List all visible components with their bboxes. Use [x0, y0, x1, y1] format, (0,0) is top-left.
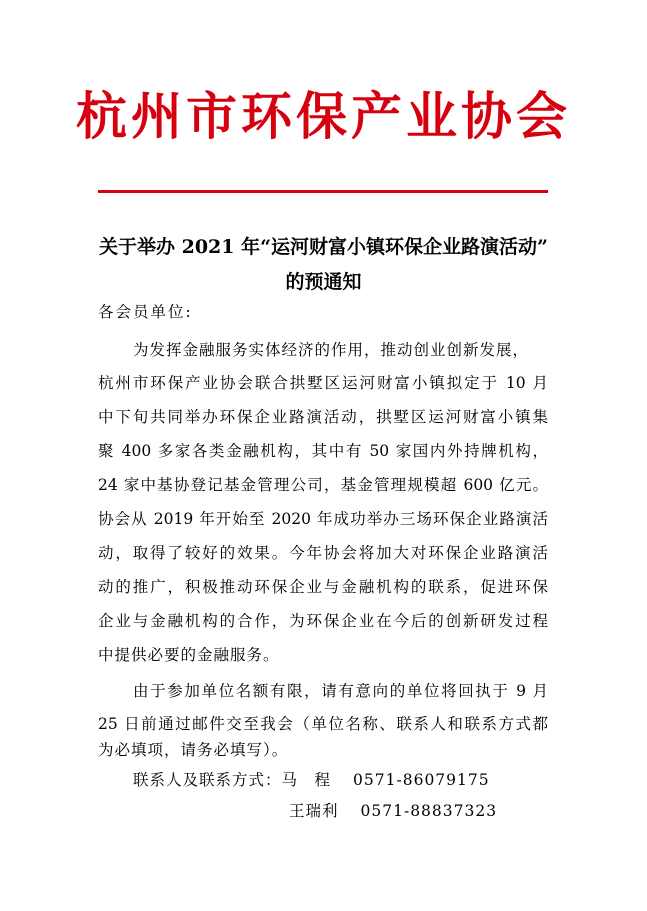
paragraph-1-line: 企业与金融机构的合作，为环保企业在今后的创新研发过程	[98, 612, 548, 630]
organization-letterhead: 杭州市环保产业协会	[75, 87, 571, 147]
contact-row	[289, 800, 497, 822]
paragraph-1-line: 动，取得了较好的效果。今年协会将加大对环保企业路演活	[98, 544, 548, 562]
contact-row	[133, 769, 490, 791]
contact-label: 联系人及联系方式：	[133, 771, 282, 789]
notice-title-line-2: 的预通知	[285, 271, 362, 293]
paragraph-1-line: 中提供必要的金融服务。	[98, 646, 280, 664]
paragraph-2-line: 由于参加单位名额有限，请有意向的单位将回执于 9 月	[133, 682, 548, 700]
paragraph-1-line: 24 家中基协登记基金管理公司，基金管理规模超 600 亿元。	[98, 476, 548, 494]
salutation: 各会员单位:	[98, 303, 193, 321]
paragraph-1-line: 为发挥金融服务实体经济的作用，推动创业创新发展，	[133, 341, 530, 359]
paragraph-1-line: 协会从 2019 年开始至 2020 年成功举办三场环保企业路演活	[98, 510, 548, 528]
contact-phone: 0571-88837323	[360, 802, 498, 820]
paragraph-1-line: 聚 400 多家各类金融机构，其中有 50 家国内外持牌机构，	[98, 442, 548, 460]
letterhead-divider	[98, 190, 548, 193]
paragraph-1-line: 中下旬共同举办环保企业路演活动，拱墅区运河财富小镇集	[98, 408, 548, 426]
paragraph-2-line: 25 日前通过邮件交至我会（单位名称、联系人和联系方式都	[98, 715, 548, 733]
contact-phone: 0571-86079175	[353, 771, 490, 789]
notice-title-line-1: 关于举办 2021 年“运河财富小镇环保企业路演活动”	[99, 236, 548, 258]
paragraph-2-line: 为必填项，请务必填写）。	[98, 741, 289, 759]
contact-name: 马 程	[281, 771, 332, 789]
paragraph-1-line: 动的推广，积极推动环保企业与金融机构的联系，促进环保	[98, 578, 548, 596]
contact-name: 王瑞利	[289, 802, 339, 820]
paragraph-1-line: 杭州市环保产业协会联合拱墅区运河财富小镇拟定于 10 月	[98, 374, 548, 392]
